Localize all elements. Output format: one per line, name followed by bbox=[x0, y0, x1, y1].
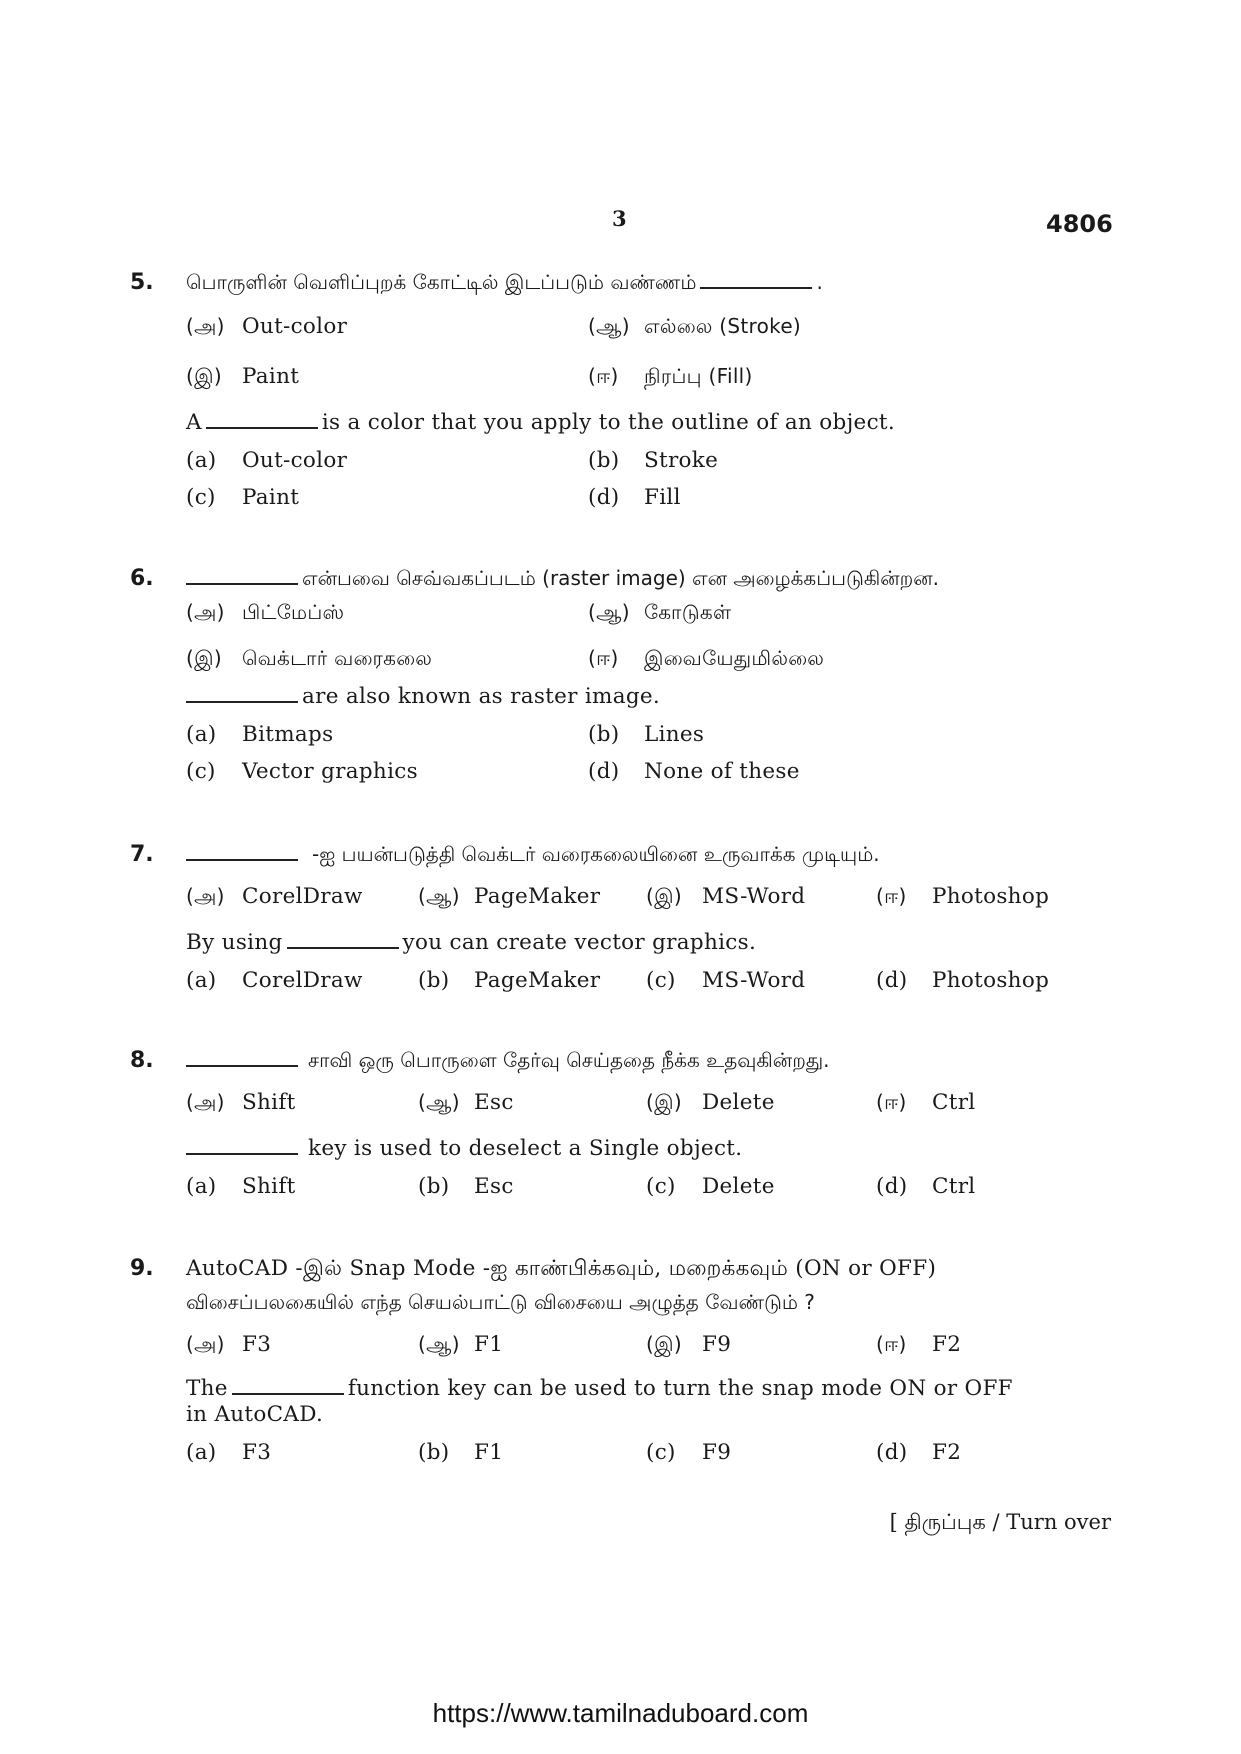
option: (a) Bitmaps bbox=[186, 722, 334, 747]
option: (d) Fill bbox=[588, 485, 681, 510]
option: (அ) CorelDraw bbox=[186, 884, 363, 909]
answer-blank bbox=[287, 933, 399, 949]
option: (c) F9 bbox=[646, 1440, 732, 1465]
option: (d) Ctrl bbox=[876, 1174, 976, 1199]
question-number: 7. bbox=[130, 842, 154, 867]
question-stem-english: By using you can create vector graphics. bbox=[186, 930, 757, 955]
option: (ஈ) Ctrl bbox=[876, 1090, 976, 1115]
option: (ஆ) PageMaker bbox=[418, 884, 601, 909]
option: (c) MS-Word bbox=[646, 968, 806, 993]
option: (d) Photoshop bbox=[876, 968, 1050, 993]
option: (இ) வெக்டார் வரைகலை bbox=[186, 646, 433, 670]
answer-blank bbox=[232, 1379, 344, 1395]
option: (b) Lines bbox=[588, 722, 705, 747]
option: (c) Vector graphics bbox=[186, 759, 418, 784]
answer-blank bbox=[186, 1139, 298, 1155]
option: (a) CorelDraw bbox=[186, 968, 363, 993]
option: (அ) F3 bbox=[186, 1332, 272, 1357]
option: (d) None of these bbox=[588, 759, 800, 784]
option: (ஆ) F1 bbox=[418, 1332, 504, 1357]
answer-blank bbox=[700, 273, 812, 289]
question-stem-english: The function key can be used to turn the snap mode ON or OFF bbox=[186, 1376, 1013, 1401]
option: (ஆ) எல்லை (Stroke) bbox=[588, 314, 802, 338]
question-number: 6. bbox=[130, 566, 154, 591]
question-number: 9. bbox=[130, 1256, 154, 1281]
option: (ஆ) Esc bbox=[418, 1090, 514, 1115]
question-number: 8. bbox=[130, 1048, 154, 1073]
question-stem-tamil: -ஐ பயன்படுத்தி வெக்டர் வரைகலையினை உருவாக்க முடியும். bbox=[186, 842, 880, 869]
question-stem-tamil: என்பவை செவ்வகப்படம் (raster image) என அழைக்கப்படுகின்றன. bbox=[186, 566, 939, 593]
option: (c) Delete bbox=[646, 1174, 775, 1199]
option: (b) Esc bbox=[418, 1174, 514, 1199]
question-stem-english: are also known as raster image. bbox=[186, 684, 660, 709]
option: (இ) Delete bbox=[646, 1090, 775, 1115]
option: (ஈ) நிரப்பு (Fill) bbox=[588, 364, 753, 388]
answer-blank bbox=[186, 569, 298, 585]
answer-blank bbox=[186, 845, 298, 861]
option: (ஆ) கோடுகள் bbox=[588, 600, 732, 624]
page-number: 3 bbox=[612, 206, 627, 231]
option: (a) Out-color bbox=[186, 448, 348, 473]
question-number: 5. bbox=[130, 270, 154, 295]
option: (b) Stroke bbox=[588, 448, 719, 473]
option: (a) F3 bbox=[186, 1440, 272, 1465]
paper-code: 4806 bbox=[1046, 210, 1113, 238]
option: (d) F2 bbox=[876, 1440, 962, 1465]
option: (a) Shift bbox=[186, 1174, 296, 1199]
question-stem-tamil: சாவி ஒரு பொருளை தேர்வு செய்ததை நீக்க உதவுகின்றது. bbox=[186, 1048, 830, 1075]
answer-blank bbox=[206, 413, 318, 429]
option: (ஈ) இவையேதுமில்லை bbox=[588, 646, 825, 670]
question-stem-english-line2: in AutoCAD. bbox=[186, 1402, 324, 1427]
question-stem-tamil-line2: விசைப்பலகையில் எந்த செயல்பாட்டு விசையை அழுத்த வேண்டும் ? bbox=[186, 1290, 815, 1314]
option: (அ) பிட்மேப்ஸ் bbox=[186, 600, 345, 624]
option: (b) F1 bbox=[418, 1440, 504, 1465]
question-stem-tamil-line1: AutoCAD -இல் Snap Mode -ஐ காண்பிக்கவும், மறைக்கவும் (ON or OFF) bbox=[186, 1256, 937, 1281]
option: (அ) Shift bbox=[186, 1090, 296, 1115]
option: (இ) F9 bbox=[646, 1332, 732, 1357]
question-stem-english: key is used to deselect a Single object. bbox=[186, 1136, 742, 1161]
option: (ஈ) F2 bbox=[876, 1332, 962, 1357]
option: (இ) Paint bbox=[186, 364, 300, 389]
option: (ஈ) Photoshop bbox=[876, 884, 1050, 909]
question-stem-tamil: பொருளின் வெளிப்புறக் கோட்டில் இடப்படும் வண்ணம் . bbox=[186, 270, 823, 294]
option: (அ) Out-color bbox=[186, 314, 348, 339]
answer-blank bbox=[186, 687, 298, 703]
option: (b) PageMaker bbox=[418, 968, 601, 993]
answer-blank bbox=[186, 1051, 298, 1067]
option: (இ) MS-Word bbox=[646, 884, 806, 909]
option: (c) Paint bbox=[186, 485, 300, 510]
question-stem-english: A is a color that you apply to the outline of an object. bbox=[186, 410, 895, 435]
turn-over-note: [ திருப்புக / Turn over bbox=[889, 1510, 1111, 1534]
footer-url[interactable]: https://www.tamilnaduboard.com bbox=[432, 1698, 809, 1728]
